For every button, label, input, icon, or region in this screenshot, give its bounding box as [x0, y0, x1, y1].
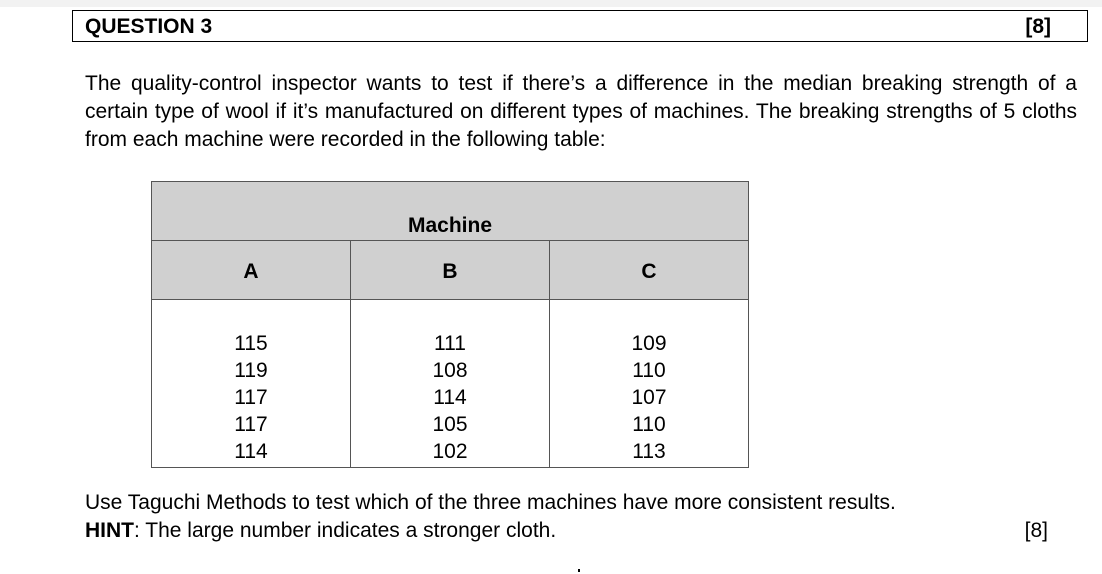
question-header-box	[72, 10, 1088, 42]
table-cell: 108	[432, 359, 468, 382]
machine-a-values	[152, 300, 351, 468]
table-cell: 119	[234, 359, 268, 382]
machine-b-values	[351, 300, 550, 468]
column-header-a: A	[152, 241, 351, 300]
table-cell: 107	[631, 386, 667, 409]
table-cell: 117	[234, 413, 268, 436]
question-marks: [8]	[1025, 15, 1051, 38]
hint-line	[85, 517, 556, 545]
table-cell: 113	[632, 440, 666, 463]
table-values-row	[152, 300, 749, 468]
hint-text: : The large number indicates a stronger cloth.	[134, 519, 557, 542]
column-header-c: C	[550, 241, 749, 300]
breaking-strength-table	[151, 181, 749, 468]
table-cell: 105	[432, 413, 468, 436]
task-marks: [8]	[1024, 519, 1048, 542]
machine-c-values	[550, 300, 749, 468]
table-cell: 114	[433, 386, 467, 409]
task-instruction: Use Taguchi Methods to test which of the three machines have more consistent results.	[85, 491, 896, 514]
column-header-b: B	[351, 241, 550, 300]
table-cell: 110	[632, 359, 666, 382]
table-group-header-row	[152, 182, 749, 241]
table-column-header-row	[152, 241, 749, 300]
table-cell: 114	[234, 440, 268, 463]
machine-group-header: Machine	[152, 182, 749, 241]
page-number-mark	[578, 569, 580, 572]
table-cell: 117	[234, 386, 268, 409]
table-cell: 111	[434, 332, 466, 355]
page-top-rule	[0, 0, 1102, 7]
hint-label: HINT	[85, 519, 134, 542]
table-cell: 110	[632, 413, 666, 436]
table-cell: 102	[432, 440, 468, 463]
question-title: QUESTION 3	[85, 15, 213, 38]
intro-paragraph: The quality-control inspector wants to test if there’s a difference in the median breaking strength of a certain type of wool if it’s manufactured on different types of machines. The breaking strengths of 5 cloths from each machine were recorded in the following table:	[85, 72, 1077, 151]
table-cell: 115	[234, 332, 268, 355]
table-cell: 109	[631, 332, 667, 355]
